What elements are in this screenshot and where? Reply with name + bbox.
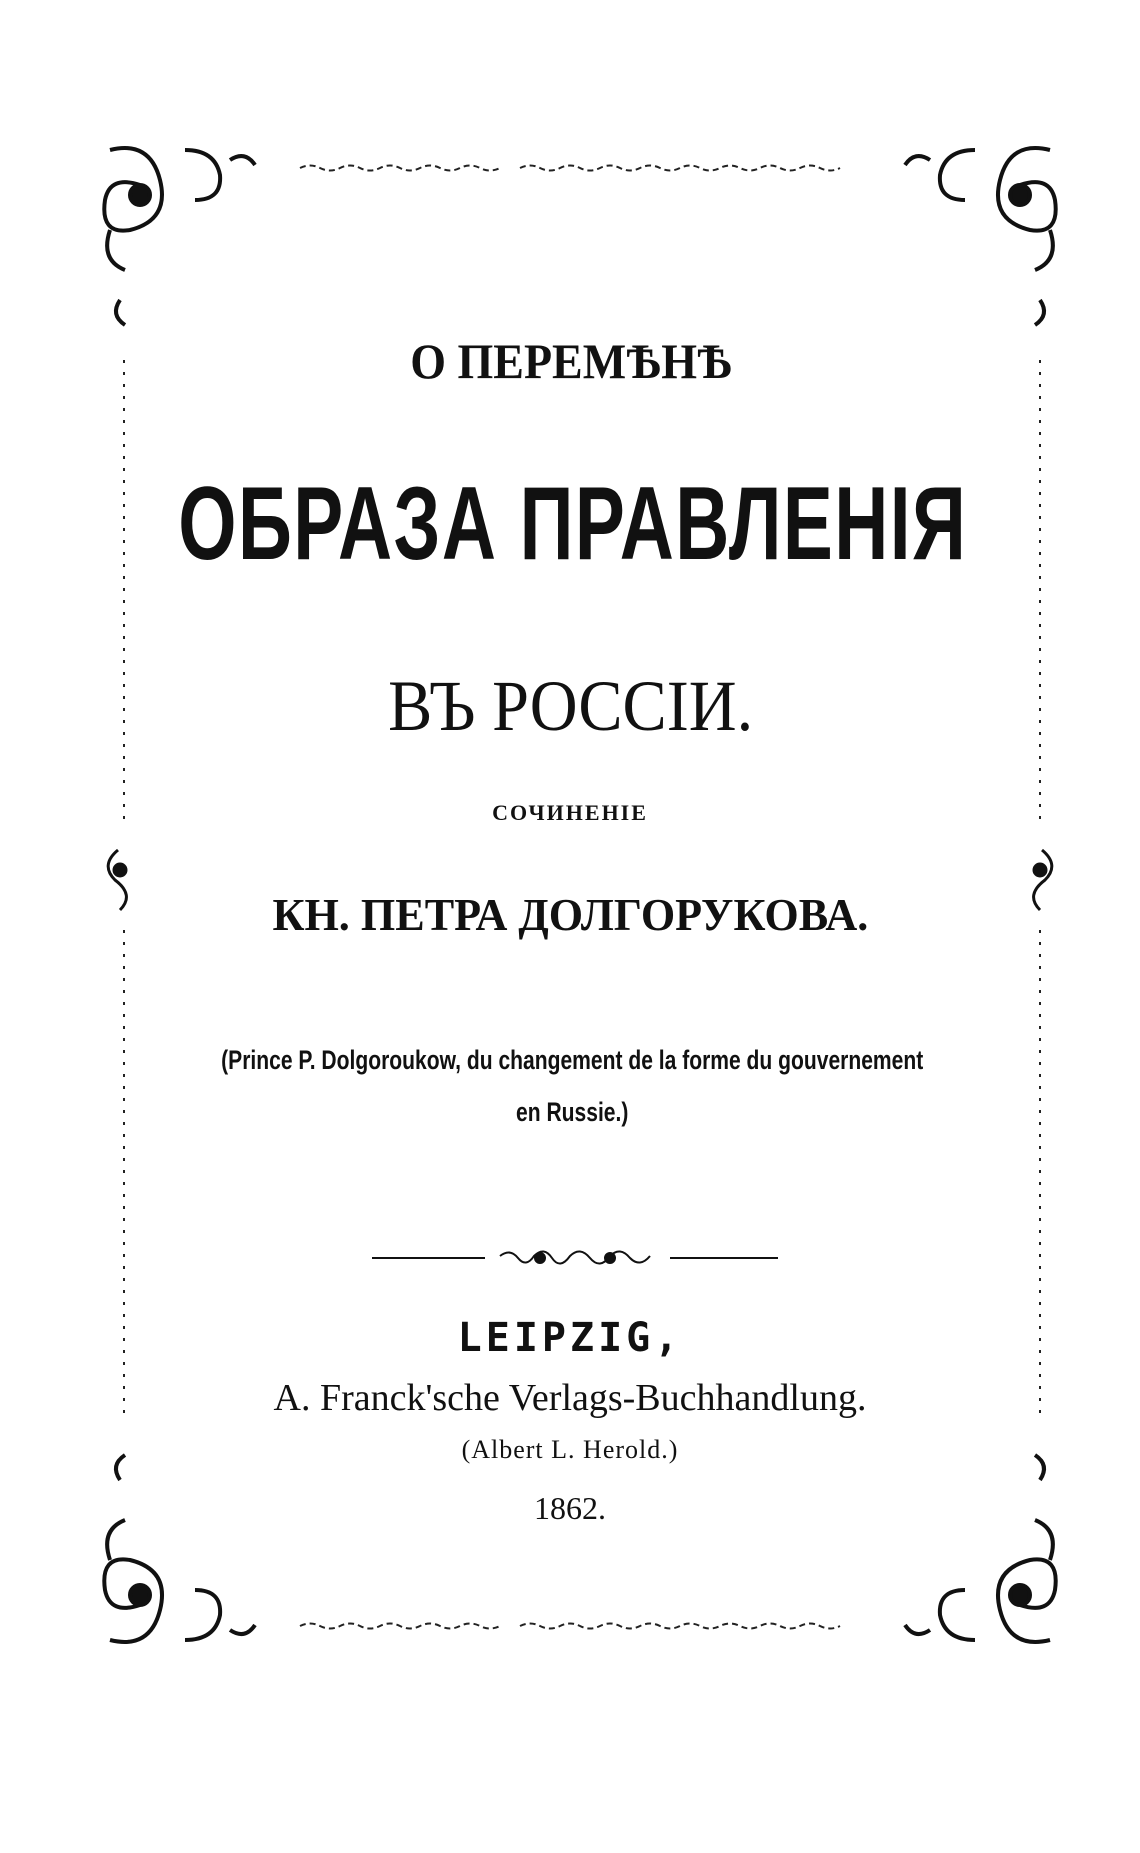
divider-ornament [372,1251,778,1263]
title-line-2: ОБРАЗА ПРАВЛЕНІЯ [178,466,968,582]
publication-city: LEIPZIG, [457,1315,683,1361]
border-bottom-line [300,1624,840,1629]
corner-ornament-bottom-right [905,1455,1056,1642]
corner-ornament-top-left [104,148,255,325]
corner-ornament-bottom-left [104,1455,255,1642]
publication-year: 1862. [534,1490,606,1526]
publisher-owner: (Albert L. Herold.) [461,1435,679,1464]
author-name: КН. ПЕТРА ДОЛГОРУКОВА. [272,889,869,940]
title-line-3: ВЪ РОССІИ. [388,666,754,746]
corner-ornament-top-right [905,148,1056,325]
author-prefix: СОЧИНЕНІЕ [492,800,648,825]
publisher-name: A. Franck'sche Verlags-Buchhandlung. [273,1377,867,1419]
border-top-line [300,166,840,171]
french-title-line-2: en Russie.) [516,1097,629,1127]
title-line-1: О ПЕРЕМѢНѢ [410,333,733,389]
french-title-line-1: (Prince P. Dolgoroukow, du changement de la forme du gouvernement [221,1045,924,1075]
